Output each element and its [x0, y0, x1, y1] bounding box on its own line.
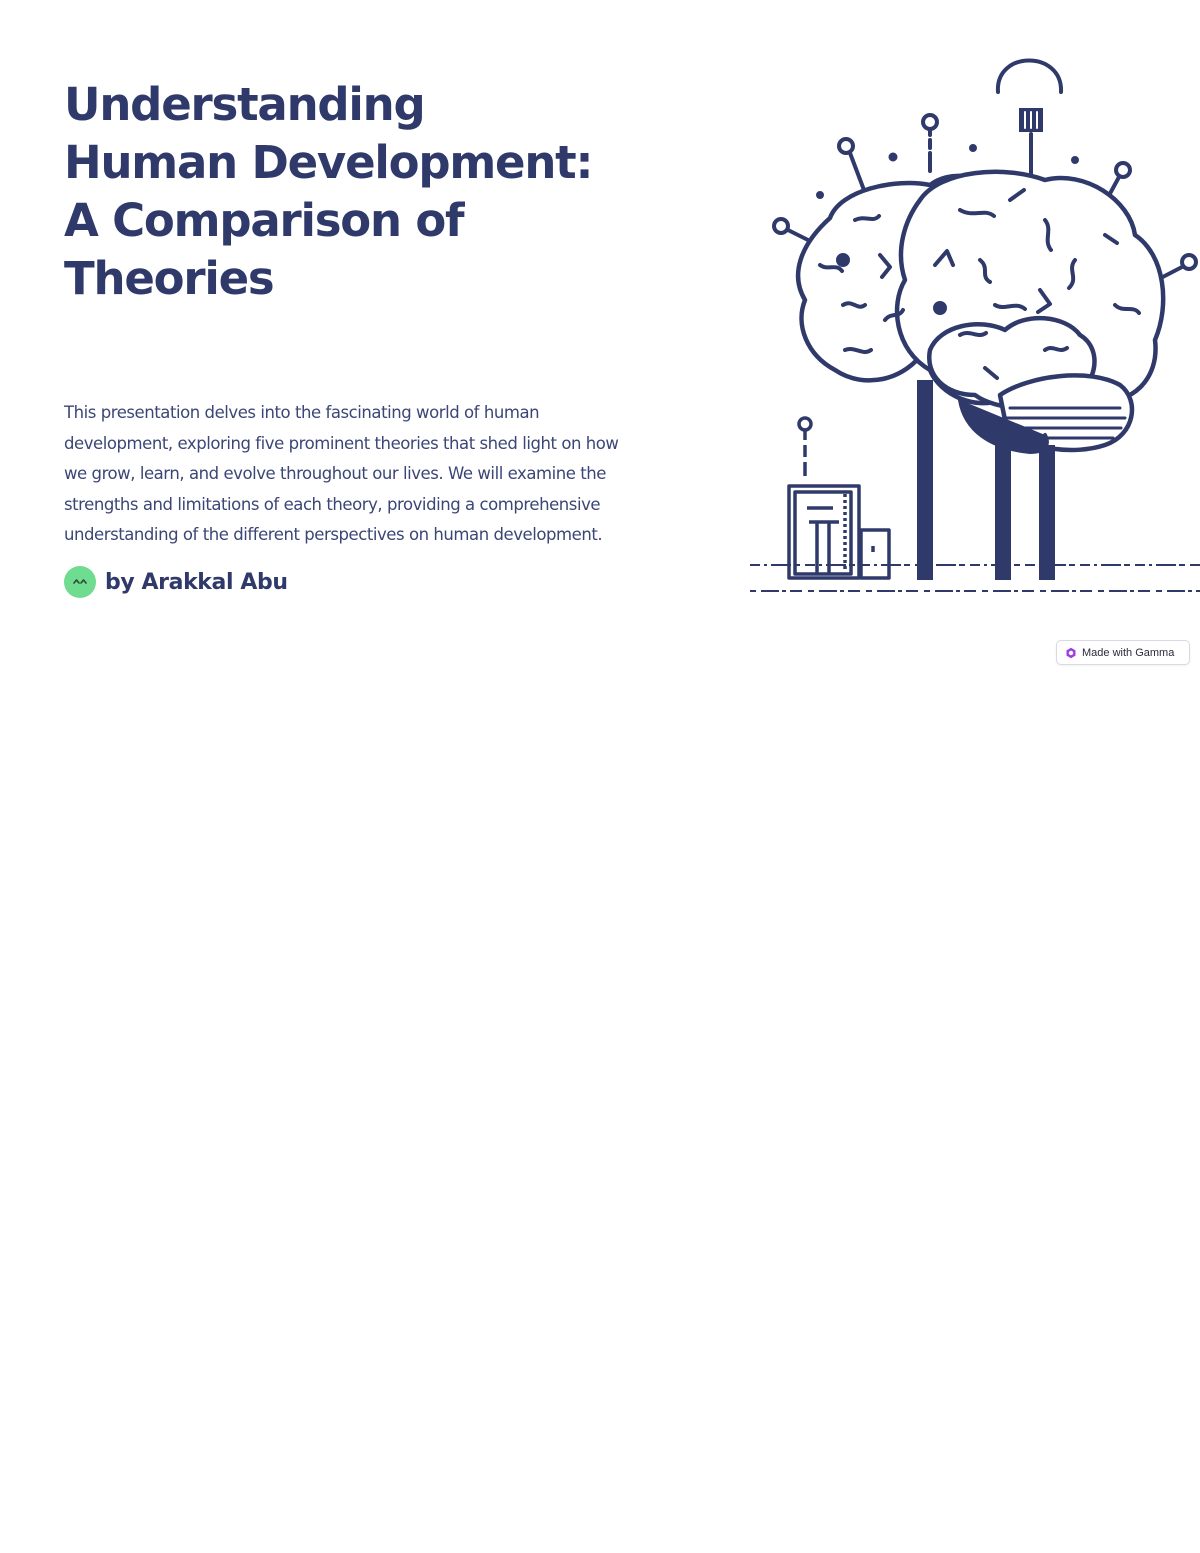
avatar	[64, 566, 96, 598]
page-title	[64, 76, 704, 308]
description	[64, 398, 674, 551]
description-line: development, exploring five prominent theories that shed light on how	[64, 433, 619, 453]
title-line: Theories	[64, 252, 274, 305]
gamma-logo-icon	[1065, 647, 1077, 659]
brain-tree-illustration	[745, 50, 1200, 605]
author-byline	[64, 565, 288, 599]
title-line: Human Development:	[64, 136, 593, 189]
title-line: A Comparison of	[64, 194, 464, 247]
description-line: understanding of the different perspectives on human development.	[64, 525, 603, 544]
avatar-face-icon	[72, 577, 88, 587]
description-line: we grow, learn, and evolve throughout our lives. We will examine the	[64, 464, 607, 483]
title-line: Understanding	[64, 78, 425, 131]
description-line: This presentation delves into the fascinating world of human	[64, 403, 540, 422]
author-name: by Arakkal Abu	[105, 569, 288, 595]
made-with-gamma-label: Made with Gamma	[1082, 646, 1175, 659]
description-line: strengths and limitations of each theory, providing a comprehensive	[64, 494, 601, 514]
made-with-gamma-badge[interactable]	[1056, 640, 1190, 665]
